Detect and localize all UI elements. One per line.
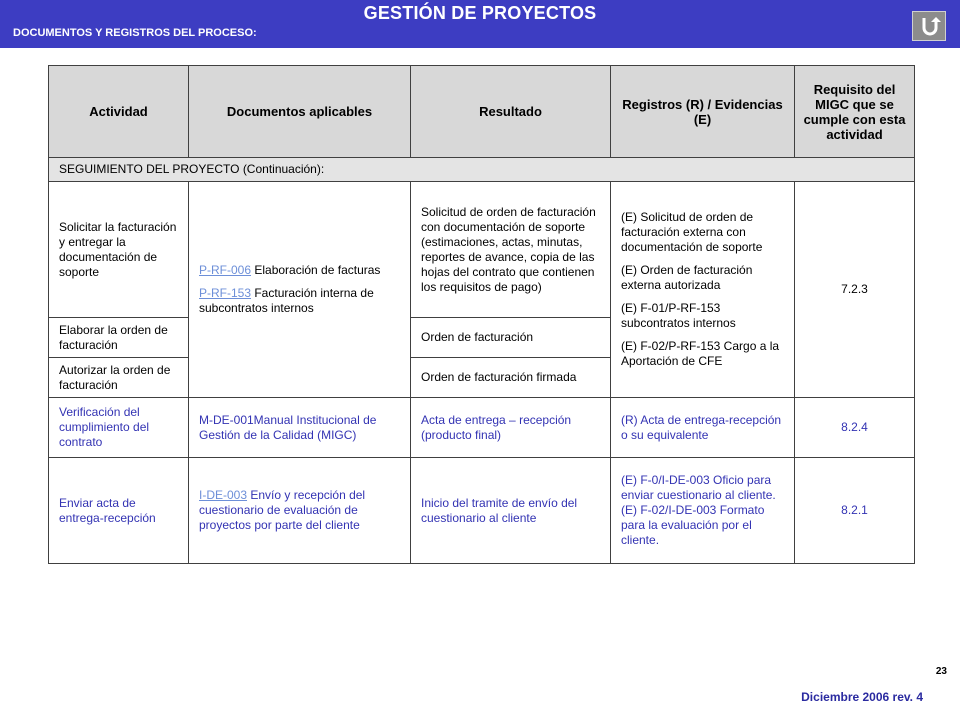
header-requisito: Requisito del MIGC que se cumple con esta actividad [795, 66, 915, 158]
registros-cell [611, 182, 795, 398]
documentos-cell [189, 458, 411, 564]
documentos-cell: M-DE-001Manual Institucional de Gestión de la Calidad (MIGC) [189, 398, 411, 458]
registro-item: (E) F-02/I-DE-003 Formato para la evaluación por el cliente. [621, 503, 765, 547]
page-number: 23 [935, 666, 947, 677]
page-title: GESTIÓN DE PROYECTOS [363, 3, 597, 23]
section-row [49, 158, 915, 182]
registro-item: (E) F-02/P-RF-153 Cargo a la Aportación de CFE [621, 339, 780, 368]
actividad-cell: Verificación del cumplimiento del contrato [49, 398, 189, 458]
registros-cell: (R) Acta de entrega-recepción o su equivalente [611, 398, 795, 458]
process-table [48, 65, 915, 564]
footer-date: Diciembre 2006 rev. 4 [801, 690, 923, 704]
actividad-cell: Solicitar la facturación y entregar la documentación de soporte [49, 182, 189, 318]
resultado-cell: Acta de entrega – recepción (producto final) [411, 398, 611, 458]
page-subtitle: DOCUMENTOS Y REGISTROS DEL PROCESO: [13, 27, 257, 39]
registro-item: (E) F-0/I-DE-003 Oficio para enviar cuestionario al cliente. [621, 473, 776, 502]
requisito-cell: 8.2.4 [795, 398, 915, 458]
actividad-cell: Enviar acta de entrega-recepción [49, 458, 189, 564]
actividad-cell: Elaborar la orden de facturación [49, 318, 189, 358]
resultado-cell: Solicitud de orden de facturación con documentación de soporte (estimaciones, actas, minutas, reportes de avance, copia de las hojas del contrato que contienen los requisitos de pago) [411, 182, 611, 318]
documentos-cell [189, 182, 411, 398]
document-link[interactable]: P-RF-006 [199, 263, 252, 277]
table-row [49, 458, 915, 564]
header-resultado: Resultado [411, 66, 611, 158]
document-description: Envío y recepción del cuestionario de evaluación de proyectos por parte del cliente [199, 488, 366, 532]
requisito-cell: 8.2.1 [795, 458, 915, 564]
document-link[interactable]: I-DE-003 [199, 488, 248, 502]
registro-item: (E) F-01/P-RF-153 subcontratos internos [621, 301, 736, 330]
header-registros: Registros (R) / Evidencias (E) [611, 66, 795, 158]
resultado-cell: Orden de facturación firmada [411, 358, 611, 398]
resultado-cell: Inicio del tramite de envío del cuestionario al cliente [411, 458, 611, 564]
back-button[interactable] [912, 11, 946, 41]
header-actividad: Actividad [49, 66, 189, 158]
document-description: Elaboración de facturas [251, 263, 381, 277]
u-turn-back-icon [919, 15, 941, 37]
document-description: Facturación interna de subcontratos internos [199, 286, 374, 315]
header-row [49, 66, 915, 158]
registros-cell [611, 458, 795, 564]
registro-item: (E) Orden de facturación externa autorizada [621, 263, 753, 292]
header-documentos: Documentos aplicables [189, 66, 411, 158]
table-row [49, 398, 915, 458]
section-title: SEGUIMIENTO DEL PROYECTO (Continuación): [49, 158, 915, 182]
registro-item: (E) Solicitud de orden de facturación externa con documentación de soporte [621, 210, 763, 254]
table-row [49, 182, 915, 318]
resultado-cell: Orden de facturación [411, 318, 611, 358]
requisito-cell: 7.2.3 [795, 182, 915, 398]
document-link[interactable]: P-RF-153 [199, 286, 252, 300]
actividad-cell: Autorizar la orden de facturación [49, 358, 189, 398]
header-bar [0, 0, 960, 48]
